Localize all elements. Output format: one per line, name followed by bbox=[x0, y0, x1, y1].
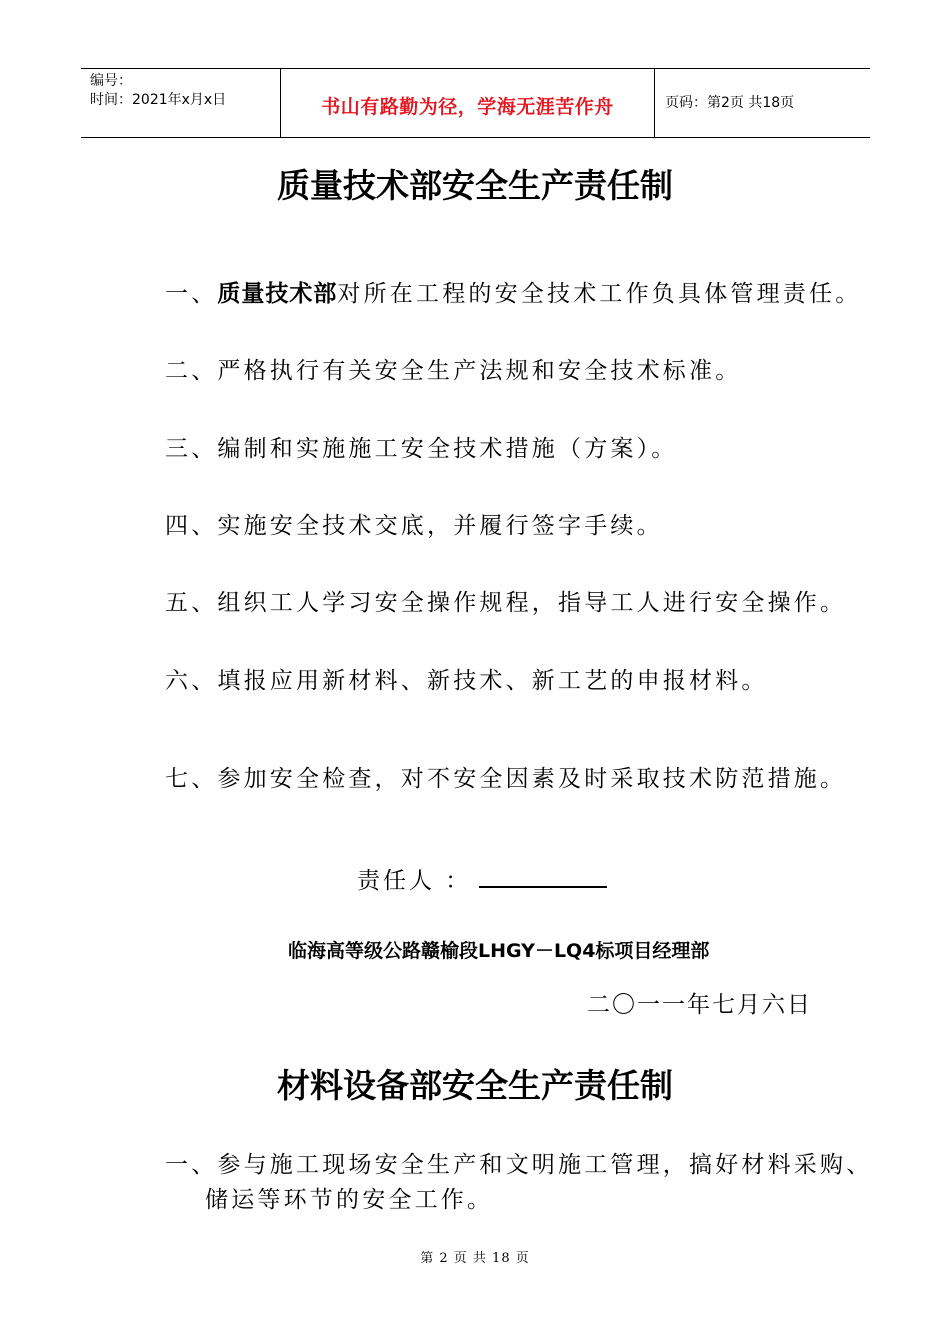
list-item-continuation: 储运等环节的安全工作。 bbox=[205, 1187, 494, 1213]
list-item bbox=[165, 662, 768, 695]
item-prefix: 三、 bbox=[165, 436, 218, 462]
time-label: 时间：2021年x月x日 bbox=[90, 92, 227, 108]
list-item bbox=[165, 352, 741, 385]
section1-title: 质量技术部安全生产责任制 bbox=[277, 166, 673, 205]
header-page-cell bbox=[655, 69, 870, 137]
number-label: 编号： bbox=[90, 73, 132, 89]
item-text: 实施安全技术交底，并履行签字手续。 bbox=[217, 513, 663, 539]
list-item bbox=[165, 430, 678, 463]
page-info: 页码：第2页 共18页 bbox=[665, 95, 795, 111]
item-text: 填报应用新材料、新技术、新工艺的申报材料。 bbox=[217, 668, 768, 694]
list-item bbox=[165, 275, 861, 308]
header-motto-cell bbox=[281, 69, 655, 137]
header-meta-cell bbox=[81, 69, 281, 137]
list-item bbox=[165, 760, 846, 793]
item-prefix: 七、 bbox=[165, 766, 218, 792]
item-text: 一、参与施工现场安全生产和文明施工管理，搞好材料采购、 bbox=[165, 1152, 873, 1178]
item-text: 严格执行有关安全生产法规和安全技术标准。 bbox=[217, 358, 742, 384]
item-prefix: 五、 bbox=[165, 590, 218, 616]
list-item bbox=[165, 584, 846, 617]
document-header bbox=[81, 68, 870, 138]
organization-name: 临海高等级公路赣榆段LHGY－LQ4标项目经理部 bbox=[288, 940, 710, 962]
signature-label: 责任人 ： bbox=[357, 868, 472, 894]
item-text: 对所在工程的安全技术工作负具体管理责任。 bbox=[337, 281, 862, 307]
item-prefix: 六、 bbox=[165, 668, 218, 694]
motto-text: 书山有路勤为径，学海无涯苦作舟 bbox=[321, 96, 614, 118]
item-prefix: 四、 bbox=[165, 513, 218, 539]
item-prefix: 二、 bbox=[165, 358, 218, 384]
list-item bbox=[165, 507, 663, 540]
item-prefix: 一、 bbox=[165, 281, 218, 307]
item-text: 组织工人学习安全操作规程，指导工人进行安全操作。 bbox=[217, 590, 847, 616]
page-footer: 第 2 页 共 18 页 bbox=[420, 1251, 530, 1266]
item-text: 编制和实施施工安全技术措施（方案）。 bbox=[217, 436, 678, 462]
item-text: 参加安全检查，对不安全因素及时采取技术防范措施。 bbox=[217, 766, 847, 792]
signature-line bbox=[479, 866, 607, 888]
signature-field bbox=[357, 862, 607, 895]
item-bold: 质量技术部 bbox=[217, 281, 338, 307]
section2-title: 材料设备部安全生产责任制 bbox=[277, 1066, 673, 1105]
document-date: 二〇一一年七月六日 bbox=[587, 992, 812, 1018]
list-item bbox=[165, 1146, 872, 1179]
